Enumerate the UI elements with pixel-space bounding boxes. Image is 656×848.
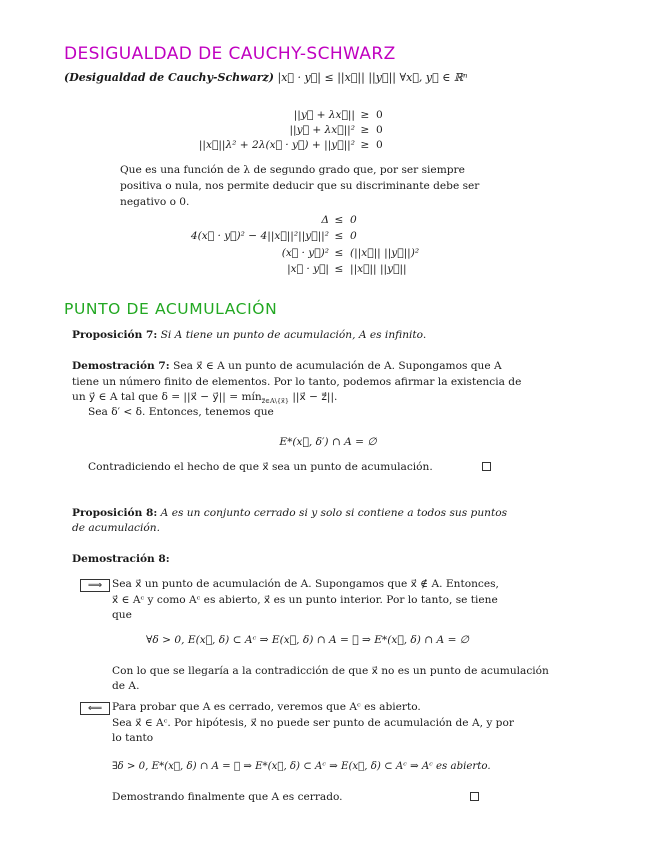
demonstration-line: tiene un número finito de elementos. Por lo tanto, podemos afirmar la existencia de [72, 376, 522, 388]
cauchy-schwarz-statement [64, 70, 467, 86]
equation-relation: ≥ [360, 124, 370, 136]
equation-lhs: 4(x⃗ · y⃗)² − 4||x⃗||²||y⃗||² [190, 230, 329, 242]
proof-equation: ∀δ > 0, E(x⃗, δ) ⊂ Aᶜ ⇒ E(x⃗, δ) ∩ A = ∅ ⇒ E*(x⃗, δ) ∩ A = ∅ [146, 634, 470, 646]
equation-relation: ≤ [334, 214, 344, 226]
equation-rhs: (||x⃗|| ||y⃗||)² [350, 247, 420, 259]
equation-rhs: 0 [350, 230, 357, 242]
equation-rhs: 0 [350, 214, 357, 226]
proposition-line: de acumulación. [72, 522, 160, 534]
equation-row [0, 246, 656, 261]
statement-label: (Desigualdad de Cauchy-Schwarz) [64, 71, 274, 84]
proof-line: Demostrando finalmente que A es cerrado. [112, 791, 343, 803]
proposition-text: Si A tiene un punto de acumulación, A es infinito. [160, 329, 427, 341]
proposition-text: A es un conjunto cerrado si y solo si contiene a todos sus puntos [160, 507, 508, 519]
right-double-arrow-icon: ⟹ [80, 579, 110, 592]
equation-relation: ≤ [334, 247, 344, 259]
equation-row [0, 229, 656, 244]
equation-relation: ≥ [360, 139, 370, 151]
equation-rhs: 0 [376, 124, 383, 136]
proof-line: Con lo que se llegaría a la contradicción de que x⃗ no es un punto de acumulación [112, 665, 549, 677]
proof-line: Para probar que A es cerrado, veremos que Aᶜ es abierto. [112, 701, 421, 713]
proposition-label: Proposición 7: [72, 329, 158, 341]
demonstration-text: ||x⃗ − z⃗||. [288, 391, 338, 403]
equation-relation: ≥ [360, 109, 370, 121]
equation-lhs: ||y⃗ + λx⃗|| [293, 109, 355, 121]
demonstration-conclusion: Contradiciendo el hecho de que x⃗ sea un punto de acumulación. [88, 461, 433, 473]
equation-rhs: ||x⃗|| ||y⃗|| [350, 263, 407, 275]
qed-square-icon [470, 792, 479, 801]
equation-lhs: Δ [321, 214, 329, 226]
equation-row [0, 262, 656, 277]
demonstration-label: Demostración 7: [72, 360, 170, 372]
proof-line: que [112, 609, 132, 621]
discriminant-paragraph: Que es una función de λ de segundo grado que, por ser siempre positiva o nula, nos permite deducir que su discriminante debe ser negativo o 0. [120, 164, 480, 208]
equation-lhs: (x⃗ · y⃗)² [281, 247, 329, 259]
qed-square-icon [482, 462, 491, 471]
equation-rhs: 0 [376, 109, 383, 121]
proposition-line [72, 505, 507, 521]
equation-relation: ≤ [334, 230, 344, 242]
proposition-7 [72, 327, 426, 343]
proposition-label: Proposición 8: [72, 507, 158, 519]
proof-equation: ∃δ > 0, E*(x⃗, δ) ∩ A = ∅ ⇒ E*(x⃗, δ) ⊂ Aᶜ ⇒ E(x⃗, δ) ⊂ Aᶜ ⇒ Aᶜ es abierto. [112, 761, 491, 772]
min-subscript: z⃗∈A\{x⃗} [261, 397, 289, 406]
demonstration-text: un y⃗ ∈ A tal que δ = ||x⃗ − y⃗|| = mín [72, 391, 262, 403]
proof-line: lo tanto [112, 732, 154, 744]
equation-lhs: ||y⃗ + λx⃗||² [289, 124, 355, 136]
equation-rhs: 0 [376, 139, 383, 151]
proof-line: de A. [112, 680, 140, 692]
demonstration-8-label: Demostración 8: [72, 553, 170, 565]
equation-lhs: ||x⃗||λ² + 2λ(x⃗ · y⃗) + ||y⃗||² [198, 139, 355, 151]
demonstration-equation: E*(x⃗, δ′) ∩ A = ∅ [279, 436, 377, 448]
section-title-punto-acumulacion: PUNTO DE ACUMULACIÓN [64, 300, 278, 318]
equation-row [0, 123, 656, 138]
equation-row [0, 213, 656, 228]
statement-formula: |x⃗ · y⃗| ≤ ||x⃗|| ||y⃗|| ∀x⃗, y⃗ ∈ ℝⁿ [277, 71, 468, 84]
proof-line: x⃗ ∈ Aᶜ y como Aᶜ es abierto, x⃗ es un punto interior. Por lo tanto, se tiene [112, 594, 498, 606]
equation-row [0, 108, 656, 123]
demonstration-line [72, 358, 502, 374]
left-double-arrow-icon: ⟸ [80, 702, 110, 715]
demonstration-line: Sea δ′ < δ. Entonces, tenemos que [88, 406, 274, 418]
proof-line: Sea x⃗ ∈ Aᶜ. Por hipótesis, x⃗ no puede ser punto de acumulación de A, y por [112, 717, 514, 729]
equation-row [0, 138, 656, 153]
equation-lhs: |x⃗ · y⃗| [287, 263, 329, 275]
section-title-cauchy-schwarz: DESIGUALDAD DE CAUCHY-SCHWARZ [64, 44, 396, 64]
demonstration-text: Sea x⃗ ∈ A un punto de acumulación de A. Supongamos que A [173, 360, 502, 372]
proof-line: Sea x⃗ un punto de acumulación de A. Supongamos que x⃗ ∉ A. Entonces, [112, 578, 499, 590]
equation-relation: ≤ [334, 263, 344, 275]
